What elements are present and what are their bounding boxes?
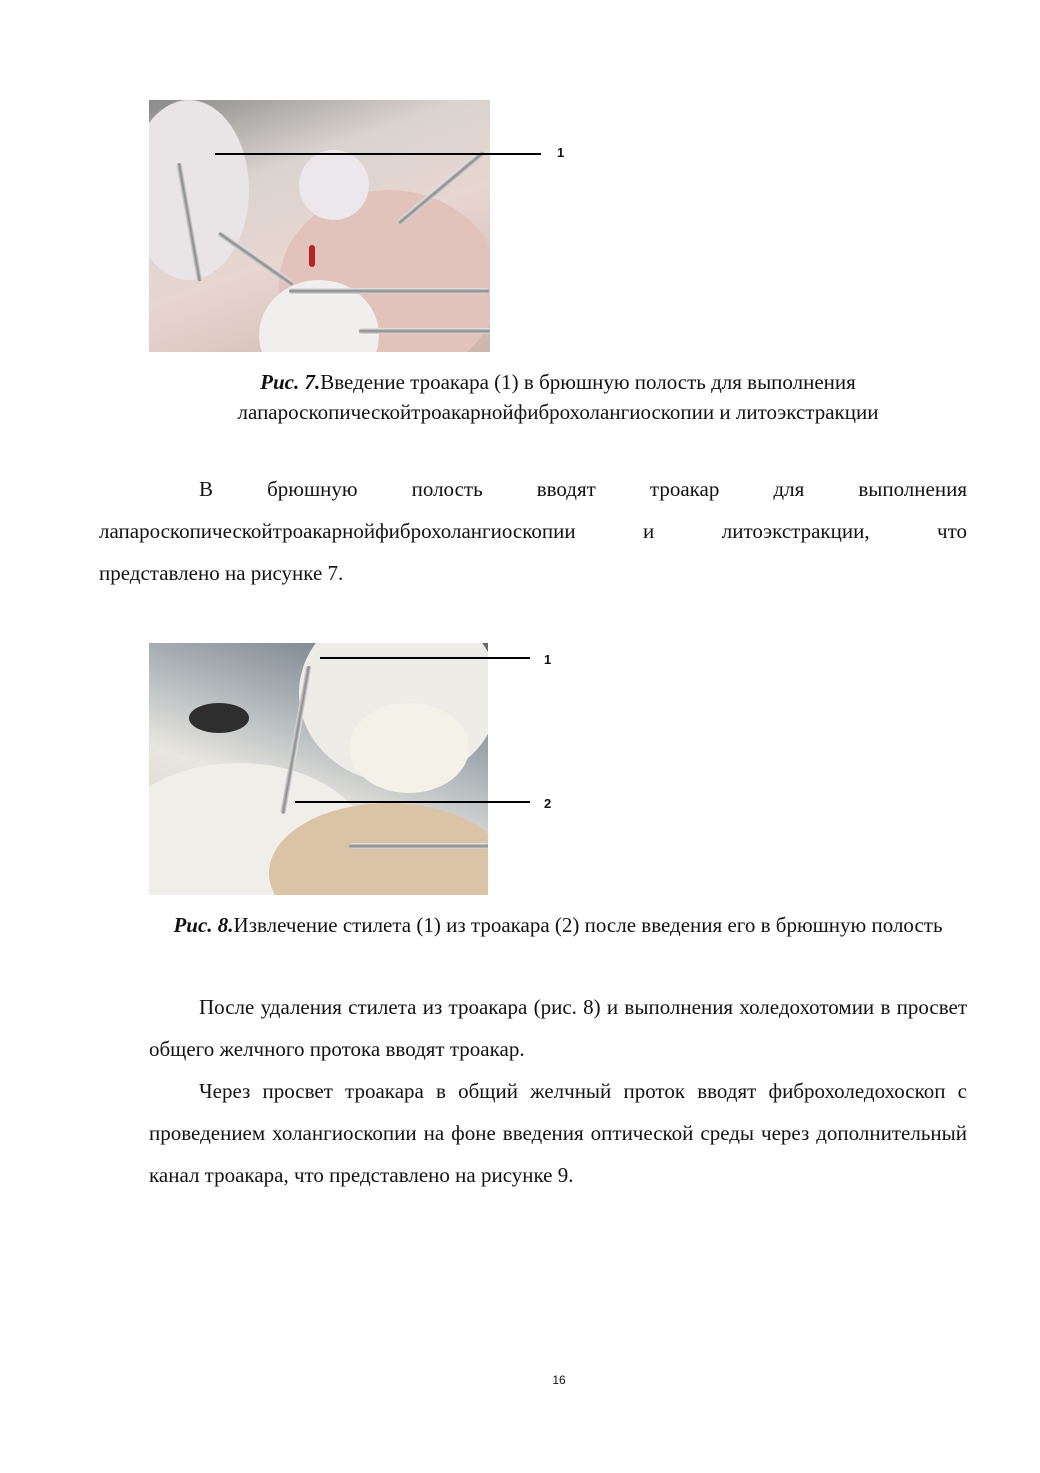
- figure-8-callout-2: 2: [544, 796, 552, 811]
- figure-8-callout-2-line: [295, 801, 530, 803]
- figure-7-callout-1: 1: [557, 145, 565, 160]
- paragraph-1: [99, 468, 967, 594]
- page-number: 16: [552, 1373, 566, 1387]
- figure-8-caption-text: Извлечение стилета (1) из троакара (2) после введения его в брюшную полость: [233, 913, 943, 937]
- figure-7-photo: [149, 100, 490, 352]
- paragraph-1-line-1: В брюшную полость вводят троакар для выполнения: [199, 477, 967, 501]
- figure-8-callout-1-line: [320, 657, 530, 659]
- figure-7-callout-line: [215, 153, 541, 155]
- figure-7-caption-label: Рис. 7.: [260, 370, 321, 394]
- paragraph-1-line-3: представлено на рисунке 7.: [99, 561, 344, 585]
- paragraph-1-line-2: лапароскопическойтроакарнойфиброхолангиоскопии и литоэкстракции, что: [99, 519, 967, 543]
- figure-8-caption-label: Рис. 8.: [173, 913, 234, 937]
- figure-7-caption-text: Введение троакара (1) в брюшную полость для выполнения лапароскопическойтроакарнойфиброхолангиоскопии и литоэкстракции: [237, 370, 879, 424]
- figure-8-callout-1: 1: [544, 652, 552, 667]
- paragraph-3: Через просвет троакара в общий желчный проток вводят фиброхоледохоскоп с проведением холангиоскопии на фоне введения оптической среды через дополнительный канал троакара, что представлено на рисунке 9.: [149, 1079, 967, 1187]
- paragraph-2: После удаления стилета из троакара (рис. 8) и выполнения холедохотомии в просвет общего желчного протока вводят троакар.: [149, 995, 967, 1061]
- figure-8-caption: [149, 910, 967, 940]
- figure-7-caption: [149, 367, 967, 427]
- figure-8-photo: [149, 643, 488, 895]
